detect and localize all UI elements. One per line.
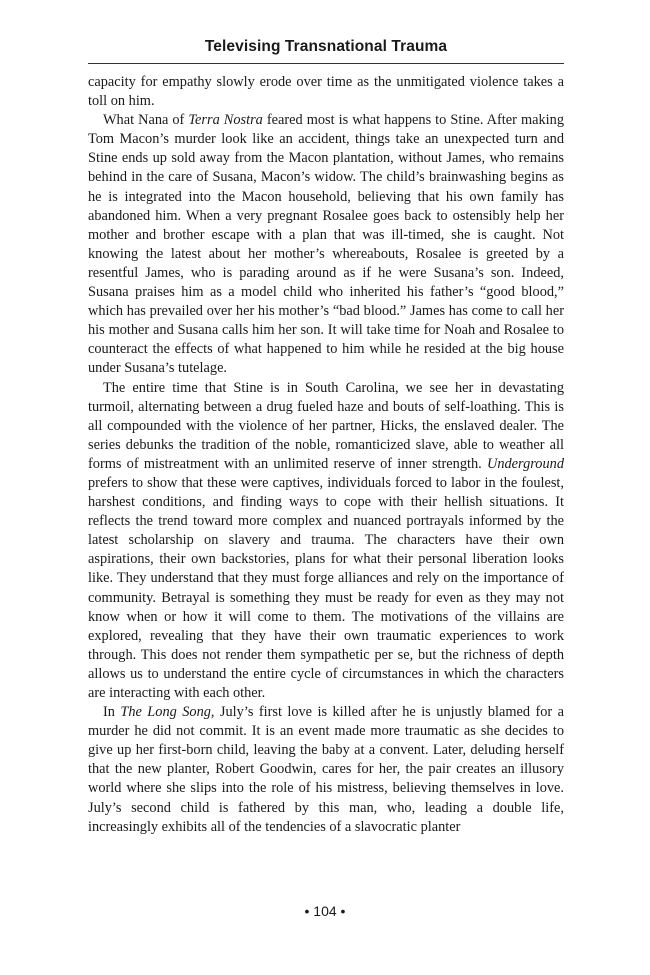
paragraph-underground <box>88 379 564 704</box>
paragraph-long-song <box>88 703 564 837</box>
book-page <box>88 38 564 837</box>
paragraph-terra-nostra <box>88 111 564 378</box>
page-number: • 104 • <box>304 903 346 919</box>
paragraph-text: The entire time that Stine is in South Carolina, we see her in devastating turmoil, alternating between a drug fueled haze and bouts of self-loathing. This is all compounded with the violence of her partner, Hicks, the enslaved dealer. The series debunks the tradition of the noble, romanticized slave, able to weather all forms of mistreatment with an unlimited reserve of inner strength. <box>88 379 564 472</box>
paragraph-text: feared most is what happens to Stine. After making Tom Macon’s murder look like an accident, things take an unexpected turn and Stine ends up sold away from the Macon plantation, without James, who remains behind in the care of Susana, Macon’s widow. The child’s brainwashing begins as he is integrated into the Macon household, believing that his own family has abandoned him. When a very pregnant Rosalee goes back to ostensibly help her mother and brother escape with a plan that was ill-timed, she is caught. Not knowing the latest about her mother’s whereabouts, Rosalee is greeted by a resentful James, who is parading around as if he were Susana’s son. Indeed, Susana praises him as a model child who inherited his father’s “good blood,” which has prevailed over her his mother’s “bad blood.” James has come to call her his mother and Susana calls him her son. It will take time for Noah and Rosalee to counteract the effects of what happened to him while he resided at the big house under Susana’s tutelage. <box>88 112 564 377</box>
paragraph-text: , July’s first love is killed after he is unjustly blamed for a murder he did not commit. It is an event made more traumatic as she decides to give up her first-born child, leaving the baby at a convent. Later, deluding herself that the new planter, Robert Goodwin, cares for her, the pair creates an illusory world where she slips into the role of his mistress, believing themselves in love. July’s second child is fathered by this man, who, leading a double life, increasingly exhibits all of the tendencies of a slavocratic planter <box>88 704 564 835</box>
paragraph-text: In <box>103 704 121 721</box>
work-title-italic: Terra Nostra <box>188 112 263 129</box>
paragraph-continued: capacity for empathy slowly erode over time as the unmitigated violence takes a toll on him. <box>88 74 564 110</box>
paragraph-text: What Nana of <box>103 112 189 129</box>
body-text <box>88 73 564 837</box>
running-head: Televising Transnational Trauma <box>88 38 564 64</box>
work-title-italic: Underground <box>486 455 564 472</box>
paragraph-text: prefers to show that these were captives, individuals forced to labor in the foulest, harshest conditions, and finding ways to cope with their hellish situations. It reflects the trend toward more complex and nuanced portrayals informed by the latest scholarship on slavery and trauma. The characters have their own aspirations, their own backstories, plans for what their personal liberation looks like. They understand that they must forge alliances and rely on the importance of community. Betrayal is something they must be ready for even as they may not know when or how it will come to them. The motivations of the villains are explored, revealing that they have their own traumatic experiences to work through. This does not render them sympathetic per se, but the richness of depth allows us to understand the entire cycle of circumstances in which the characters are interacting with each other. <box>88 474 564 701</box>
work-title-italic: The Long Song <box>120 704 211 721</box>
